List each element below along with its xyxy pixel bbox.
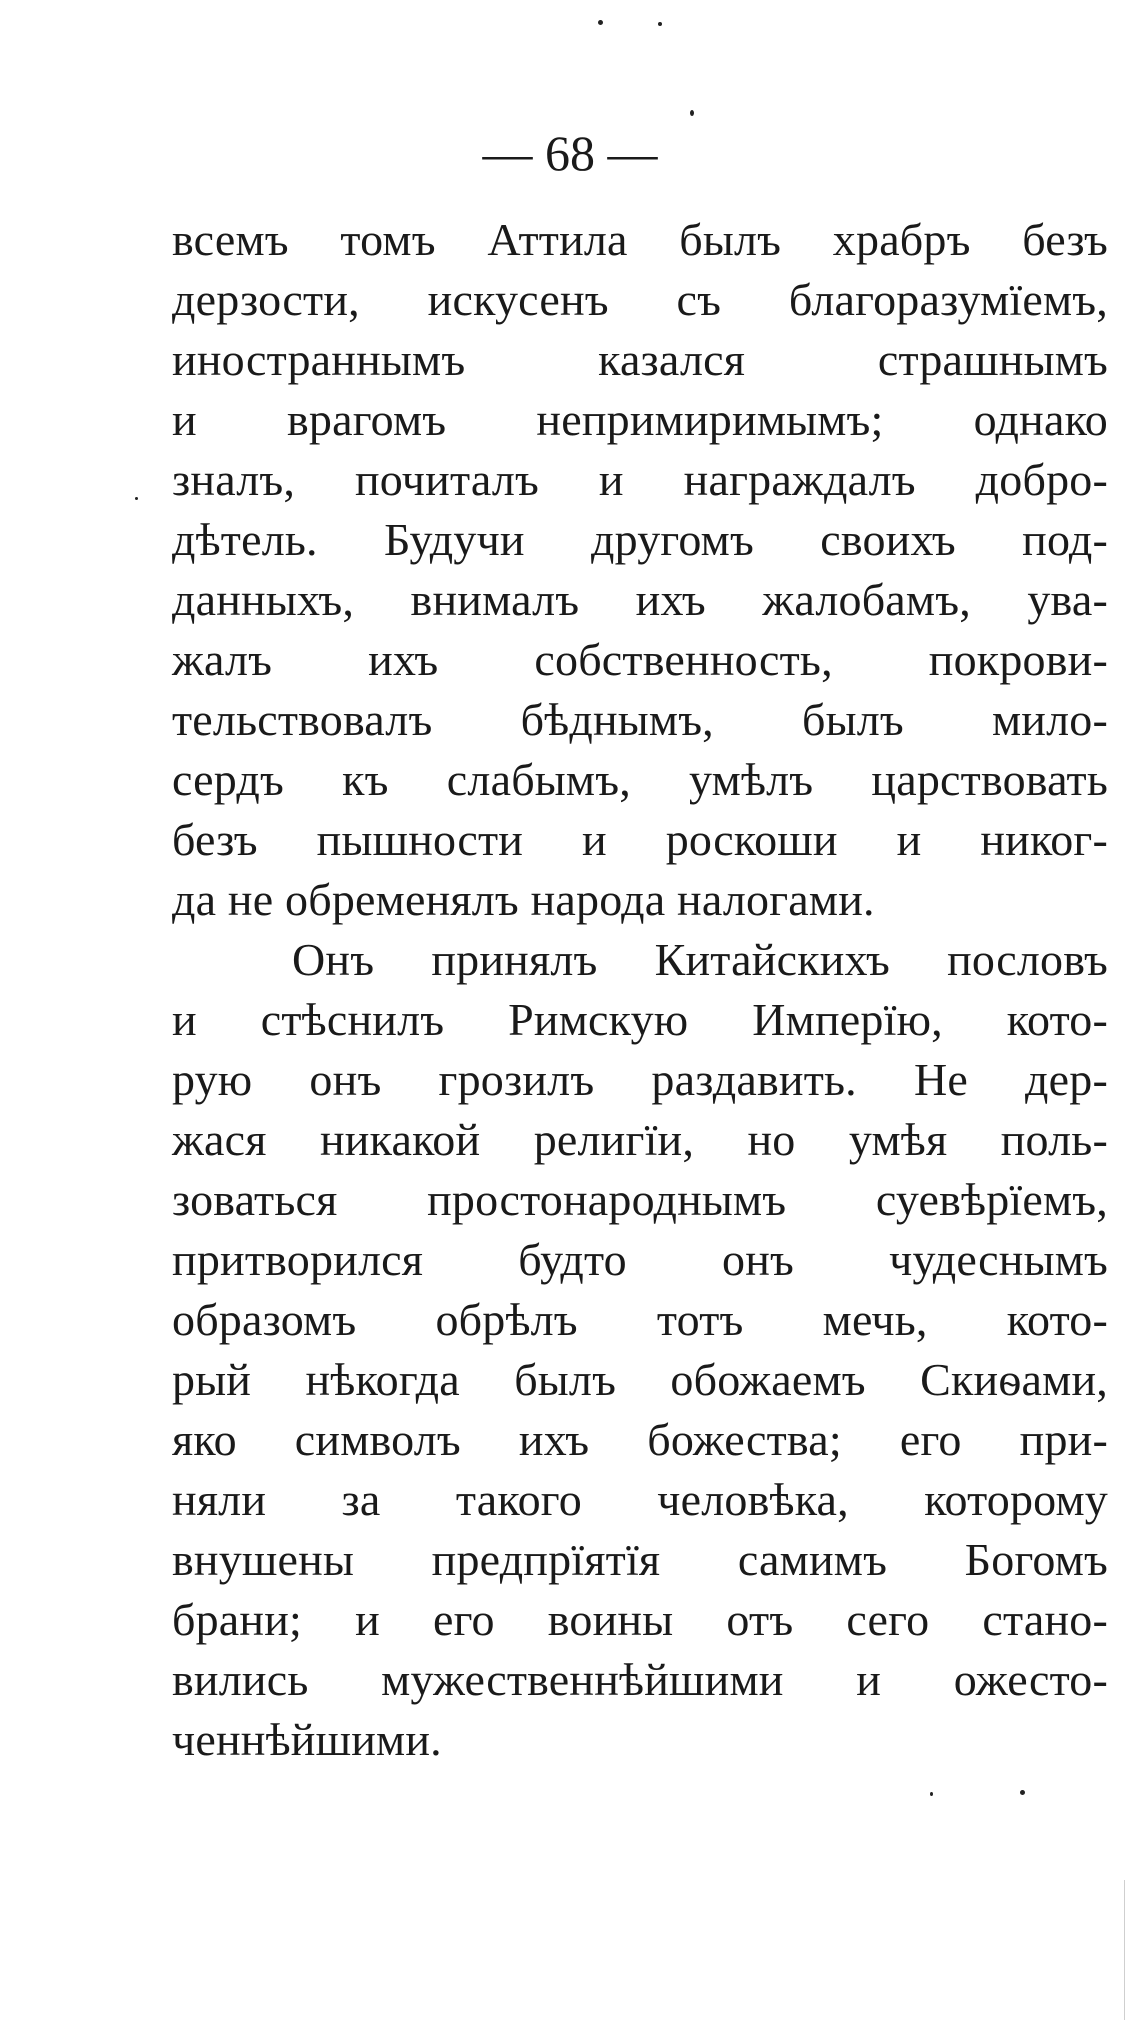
page-edge-mark [1124, 1880, 1125, 2020]
scan-speck [658, 22, 662, 26]
scan-speck [598, 20, 603, 25]
text-line: всемъ томъ Аттила былъ храбръ безъ [172, 214, 1108, 265]
paragraph-2 [172, 930, 1108, 1770]
text-line: безъ пышности и роскоши и никог- [172, 814, 1108, 865]
text-line: зоваться простонароднымъ суевѣрїемъ, [172, 1174, 1108, 1225]
text-line: дерзости, искусенъ съ благоразумїемъ, [172, 274, 1108, 325]
text-line: рую онъ грозилъ раздавить. Не дер- [172, 1054, 1108, 1105]
text-line: дѣтель. Будучи другомъ своихъ под- [172, 514, 1108, 565]
text-line: яко символъ ихъ божества; его при- [172, 1414, 1108, 1465]
scan-speck [135, 497, 138, 500]
page-number: — 68 — [482, 125, 658, 181]
text-line: данныхъ, внималъ ихъ жалобамъ, ува- [172, 574, 1108, 625]
scan-speck [930, 1792, 933, 1796]
text-line: зналъ, почиталъ и награждалъ добро- [172, 454, 1108, 505]
paragraph-1 [172, 210, 1108, 930]
text-line: тельствовалъ бѣднымъ, былъ мило- [172, 694, 1108, 745]
text-line: и стѣснилъ Римскую Имперїю, кото- [172, 994, 1108, 1045]
text-line: образомъ обрѣлъ тотъ мечь, кото- [172, 1294, 1108, 1345]
text-line: рый нѣкогда былъ обожаемъ Скиѳами, [172, 1354, 1108, 1405]
text-line: притворился будто онъ чудеснымъ [172, 1234, 1108, 1285]
text-line: вились мужественнѣйшими и ожесто- [172, 1654, 1108, 1705]
text-line: жася никакой религїи, но умѣя поль- [172, 1114, 1108, 1165]
body-text [172, 210, 1108, 1770]
text-line: Онъ принялъ Китайскихъ пословъ [292, 934, 1108, 985]
text-line: няли за такого человѣка, которому [172, 1474, 1108, 1525]
scan-speck [1020, 1790, 1025, 1795]
text-line: брани; и его воины отъ сего стано- [172, 1594, 1108, 1645]
text-line: и врагомъ непримиримымъ; однако [172, 394, 1108, 445]
text-line: иностраннымъ казался страшнымъ [172, 334, 1108, 385]
scan-speck [690, 110, 694, 116]
text-line: сердъ къ слабымъ, умѣлъ царствовать [172, 754, 1108, 805]
text-line: жалъ ихъ собственность, покрови- [172, 634, 1108, 685]
text-line: да не обременялъ народа налогами. [172, 874, 875, 925]
text-line: внушены предпрїятїя самимъ Богомъ [172, 1534, 1108, 1585]
text-line: ченнѣйшими. [172, 1714, 442, 1765]
